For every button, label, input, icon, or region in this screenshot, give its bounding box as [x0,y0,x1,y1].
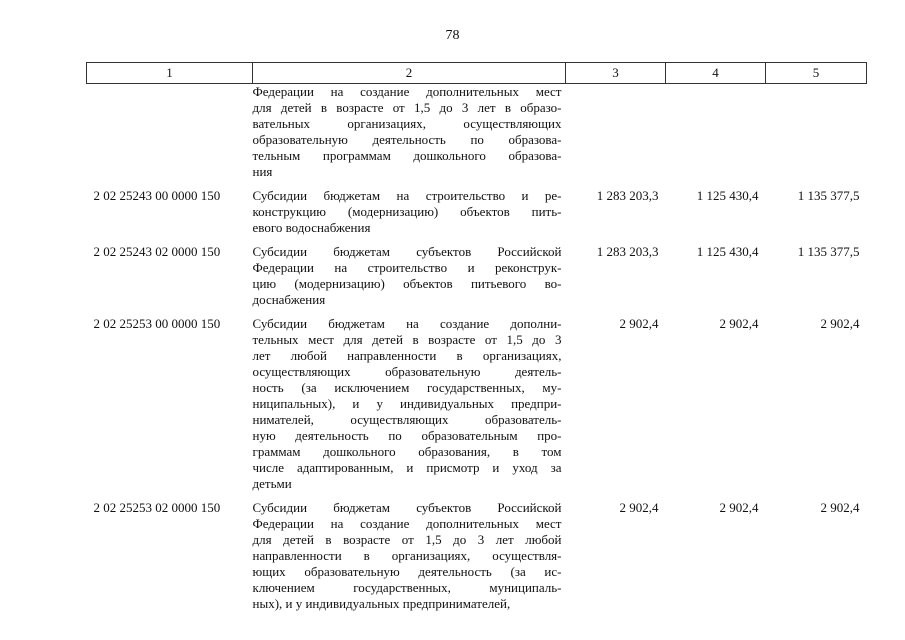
row-code: 2 02 25253 00 0000 150 [93,316,221,331]
row-amount-5: 1 135 377,5 [797,188,860,203]
row-name [253,500,566,620]
row-amount-5 [766,84,867,189]
row-name-line: направленности в организациях, осуществля- [252,548,562,563]
table-row [87,84,867,189]
row-name-line: детьми [252,476,292,491]
header-col-3: 3 [566,63,666,84]
row-name-line: нимателей, осуществляющих образователь- [252,412,562,427]
row-amount-5: 2 902,4 [820,500,860,515]
row-name-line: доснабжения [252,292,326,307]
row-name-line: евого водоснабжения [252,220,371,235]
row-name-line: вательных организациях, осуществляющих [252,116,562,131]
header-col-2: 2 [253,63,566,84]
row-name-line: цию (модернизацию) объектов питьевого во- [252,276,562,291]
row-amount-5: 2 902,4 [820,316,860,331]
table-body [87,84,867,621]
row-name-line: образовательную деятельность по образова- [252,132,562,147]
header-col-5: 5 [766,63,867,84]
row-name-line: лет любой направленности в организациях, [252,348,562,363]
row-name-line: тельных мест для детей в возрасте от 1,5 до 3 [252,332,562,347]
row-amount-5: 1 135 377,5 [797,244,860,259]
row-amount-4: 1 125 430,4 [696,188,759,203]
row-amount-4: 1 125 430,4 [696,244,759,259]
row-name-line: осуществляющих образовательную деятель- [252,364,562,379]
row-name-line: Субсидии бюджетам на строительство и ре- [252,188,562,203]
row-amount-3 [566,84,666,189]
row-name-line: Субсидии бюджетам субъектов Российской [252,244,562,259]
row-name [253,316,566,500]
row-name-line: для детей в возрасте от 1,5 до 3 лет в образо- [252,100,562,115]
row-code: 2 02 25243 02 0000 150 [93,244,221,259]
row-name [253,84,566,189]
row-name-line: Федерации на создание дополнительных мест [252,516,562,531]
page-number: 78 [445,28,460,43]
header-col-4: 4 [666,63,766,84]
row-amount-3: 2 902,4 [619,500,659,515]
table-row [87,500,867,620]
table-header [87,63,867,84]
row-amount-4 [666,84,766,189]
row-name-line: числе адаптированным, и присмотр и уход за [252,460,562,475]
row-name-line: ность (за исключением государственных, му- [252,380,562,395]
row-name-line: ния [252,164,273,179]
row-amount-4: 2 902,4 [719,316,759,331]
row-code: 2 02 25253 02 0000 150 [93,500,221,515]
table-row [87,244,867,316]
header-row [87,63,867,84]
row-name-line: граммам дошкольного образования, в том [252,444,562,459]
header-col-1: 1 [87,63,253,84]
row-code [87,84,253,189]
row-name-line: ключением государственных, муниципаль- [252,580,562,595]
row-name-line: Субсидии бюджетам субъектов Российской [252,500,562,515]
row-name-line: ниципальных), и у индивидуальных предпри- [252,396,562,411]
row-amount-3: 1 283 203,3 [596,244,659,259]
budget-table [86,62,867,620]
row-name-line: ющих образовательную деятельность (за ис- [252,564,562,579]
row-name [253,188,566,244]
row-amount-3: 1 283 203,3 [596,188,659,203]
row-name-line: ных), и у индивидуальных предпринимателей, [252,596,511,611]
row-amount-3: 2 902,4 [619,316,659,331]
row-amount-4: 2 902,4 [719,500,759,515]
table-row [87,188,867,244]
row-name-line: ную деятельность по образовательным про- [252,428,562,443]
row-name-line: для детей в возрасте от 1,5 до 3 лет любой [252,532,562,547]
row-code: 2 02 25243 00 0000 150 [93,188,221,203]
row-name-line: тельным программам дошкольного образова- [252,148,562,163]
row-name-line: конструкцию (модернизацию) объектов пить- [252,204,562,219]
table-row [87,316,867,500]
row-name [253,244,566,316]
row-name-line: Федерации на строительство и реконструк- [252,260,562,275]
row-name-line: Субсидии бюджетам на создание дополни- [252,316,562,331]
row-name-line: Федерации на создание дополнительных мест [252,84,562,99]
